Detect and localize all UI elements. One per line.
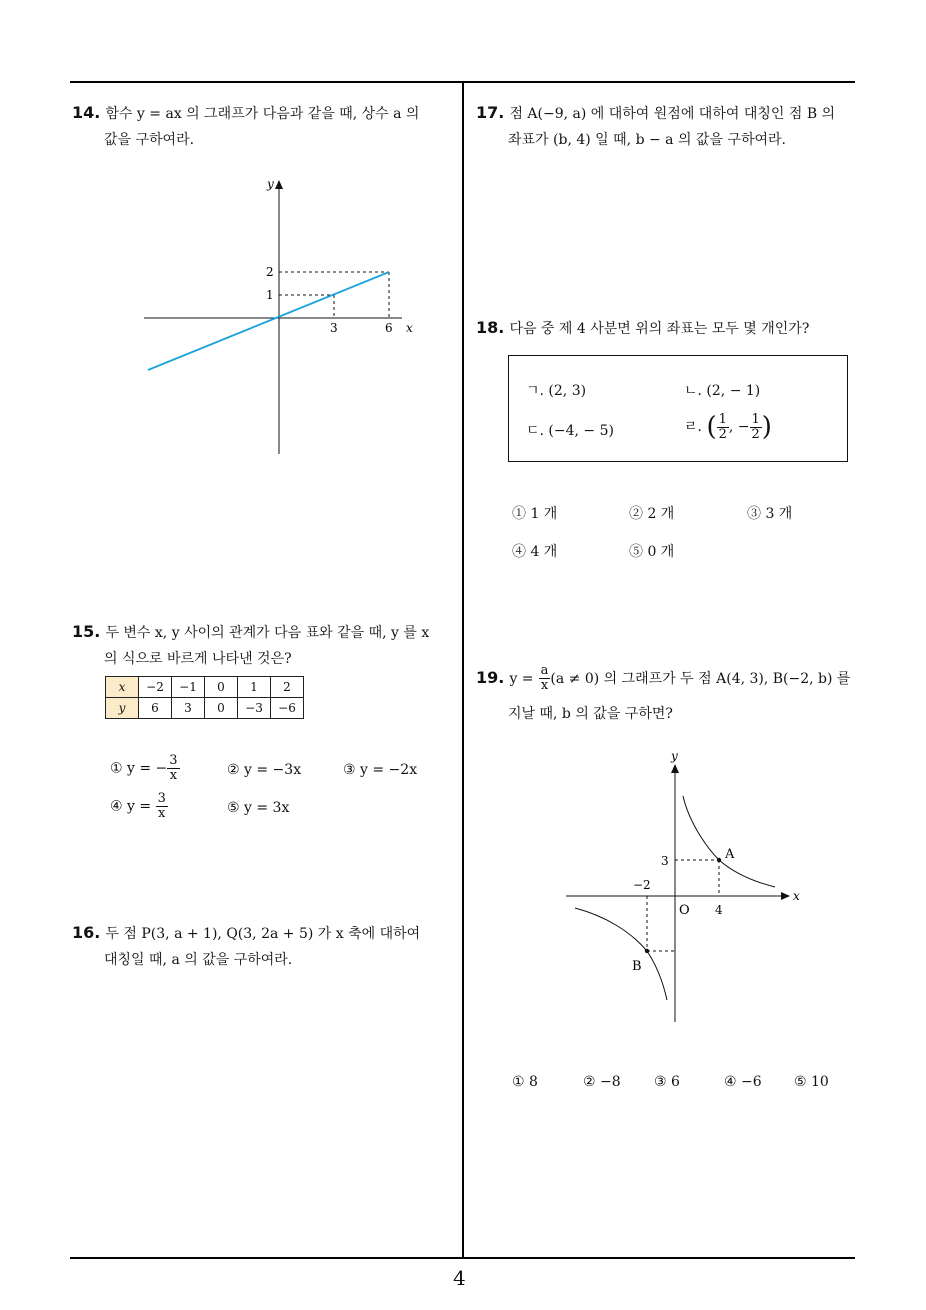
q19-choice-2[interactable]: ② −8 [583,1074,621,1090]
q19-curve-upper [683,796,775,887]
q15-table-cell: 3 [172,698,205,719]
question-14 [72,101,457,127]
q14-function-line [148,272,389,370]
q19-tick-4: 4 [715,903,723,917]
question-16-number: 16. [72,923,101,942]
q15-table-cell: −6 [271,698,304,719]
question-19-line2: 지날 때, b 의 값을 구하면? [508,706,673,722]
q14-graph [140,172,430,462]
q14-y-label: y [267,177,274,191]
question-16-line2: 대칭일 때, a 의 값을 구하여라. [104,952,293,968]
q18-item-b: ㄴ. (2, − 1) [684,383,761,399]
question-15-line1: 두 변수 x, y 사이의 관계가 다음 표와 같을 때, y 를 x [105,625,430,641]
q19-tick-m2: −2 [633,878,651,892]
q15-table-cell: 2 [271,677,304,698]
question-18 [476,316,861,342]
q15-table-row-x [106,677,304,698]
q18-item-c: ㄷ. (−4, − 5) [526,423,614,439]
q19-graph [560,746,810,1026]
bottom-rule [70,1257,855,1259]
q15-table-y-header: y [106,698,139,719]
q15-choice-2[interactable]: ② y = −3x [227,762,302,778]
q18-option-box [508,355,848,462]
question-15-number: 15. [72,622,101,641]
q15-table-row-y [106,698,304,719]
question-15-line2: 의 식으로 바르게 나타낸 것은? [104,651,292,667]
q15-table-x-header: x [106,677,139,698]
q15-table-cell: 6 [139,698,172,719]
q18-choice-4[interactable]: ④ 4 개 [512,544,558,560]
question-16 [72,921,457,947]
q18-choice-2[interactable]: ② 2 개 [629,506,675,522]
q15-table-cell: 0 [205,698,238,719]
center-divider [462,82,464,1258]
q15-table-cell: −1 [172,677,205,698]
question-14-line1: 함수 y = ax 의 그래프가 다음과 같을 때, 상수 a 의 [105,106,420,122]
q19-curve-lower [575,908,667,1000]
q19-origin-label: O [679,903,690,918]
q19-label-b: B [632,959,642,974]
question-17 [476,101,861,127]
q18-item-d: ㄹ. ( $\frac{1}{2}$ , − $\frac{1}{2}$ ) [684,411,772,442]
q15-choice-4[interactable]: ④ y = $\frac{3}{x}$ [110,791,166,821]
q18-item-a: ㄱ. (2, 3) [526,383,587,399]
q14-tick-y1: 1 [266,288,274,302]
q15-choice-3[interactable]: ③ y = −2x [343,762,418,778]
q19-choice-3[interactable]: ③ 6 [654,1074,680,1090]
q18-choice-5[interactable]: ⑤ 0 개 [629,544,675,560]
q14-tick-y2: 2 [266,265,274,279]
q19-label-a: A [725,847,735,862]
q19-choice-1[interactable]: ① 8 [512,1074,538,1090]
q14-tick-x3: 3 [330,321,338,335]
question-17-number: 17. [476,103,505,122]
page-number: 4 [453,1266,466,1290]
q15-table-cell: −2 [139,677,172,698]
q19-choice-5[interactable]: ⑤ 10 [794,1074,829,1090]
q19-choice-4[interactable]: ④ −6 [724,1074,762,1090]
q19-y-label: y [671,749,678,763]
question-14-line2: 값을 구하여라. [104,132,195,148]
q19-point-b [645,949,649,953]
q15-table-cell: 0 [205,677,238,698]
q15-choice-5[interactable]: ⑤ y = 3x [227,800,290,816]
q14-x-label: x [406,321,413,335]
question-19-number: 19. [476,668,505,687]
q19-point-a [717,858,721,862]
q14-y-arrow [275,180,283,189]
q18-choice-3[interactable]: ③ 3 개 [747,506,793,522]
q15-table-cell: 1 [238,677,271,698]
q14-tick-x6: 6 [385,321,393,335]
question-17-line2: 좌표가 (b, 4) 일 때, b − a 의 값을 구하여라. [508,132,786,148]
q15-table [105,676,304,719]
question-19-line1: (a ≠ 0) 의 그래프가 두 점 A(4, 3), B(−2, b) 를 [550,671,851,687]
q19-y-arrow [671,764,679,773]
question-14-number: 14. [72,103,101,122]
question-18-number: 18. [476,318,505,337]
question-15 [72,620,457,646]
q19-x-arrow [781,892,790,900]
question-17-line1: 점 A(−9, a) 에 대하여 원점에 대하여 대칭인 점 B 의 [509,106,836,122]
q19-x-label: x [793,889,800,903]
q19-tick-3: 3 [661,854,669,868]
q19-fraction: $\frac{a}{x}$ [540,663,549,693]
question-18-text: 다음 중 제 4 사분면 위의 좌표는 모두 몇 개인가? [509,321,810,337]
question-16-line1: 두 점 P(3, a + 1), Q(3, 2a + 5) 가 x 축에 대하여 [105,926,421,942]
q18-choice-1[interactable]: ① 1 개 [512,506,558,522]
q15-choice-1[interactable]: ① y = − $\frac{3}{x}$ [110,753,178,783]
question-19: 19. y = $\frac{a}{x}$ (a ≠ 0) 의 그래프가 두 점 A(4, 3), B(−2, b) 를 [476,663,851,693]
q15-table-cell: −3 [238,698,271,719]
